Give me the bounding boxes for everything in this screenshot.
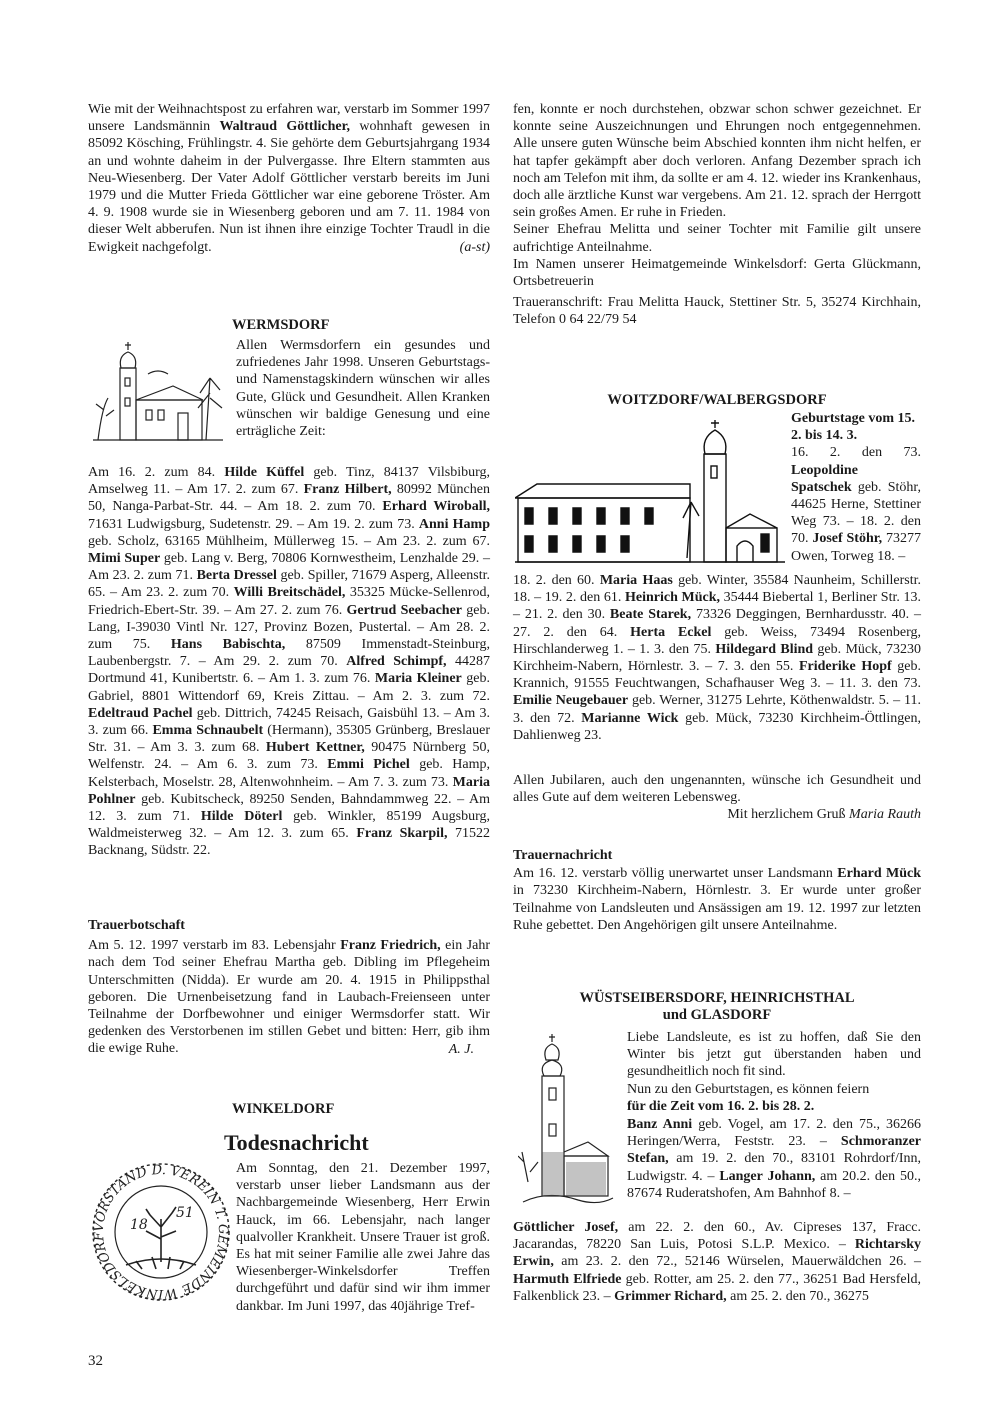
text: Am 5. 12. 1997 verstarb im 83. Lebensjahr bbox=[88, 938, 341, 954]
woitzdorf-closing bbox=[513, 772, 921, 824]
birthday-entry bbox=[614, 1289, 869, 1304]
person-name: Schmoranzer Stefan, bbox=[627, 1134, 921, 1167]
entry-text: 21. 2. den 30. bbox=[524, 607, 610, 623]
birthday-entry bbox=[525, 607, 921, 622]
person-name: Erhard Mück bbox=[837, 866, 921, 882]
trauernachricht bbox=[513, 847, 921, 934]
person-name: Emmi Pichel bbox=[327, 757, 410, 773]
entry-text: geb. Spiller, 71679 Asperg, Alleenstr. 65. – bbox=[88, 568, 490, 601]
wuestseibersdorf-birthdays-wide bbox=[513, 1219, 921, 1305]
entry-text: geb. Lang, I-39030 Vintl Nr. 127, Provinz Bozen, Pustertal. – bbox=[88, 602, 490, 635]
entry-text: geb. Mück, 73230 Kirchheim-Nabern, Hörnlestr. 3. – bbox=[513, 641, 921, 675]
entry-text: 18. 2. den 60. bbox=[513, 573, 600, 588]
entry-text: 11. 3. den 72. bbox=[513, 693, 921, 726]
text: Im Namen unserer Heimatgemeinde Winkelsdorf: Gerta Glückmann, Ortsbetreuerin bbox=[513, 256, 921, 290]
person-name: Langer Johann, bbox=[719, 1168, 816, 1184]
person-name: Emma Schnaubelt bbox=[152, 723, 264, 739]
entry-text: 19. 2. den 61. bbox=[544, 590, 625, 606]
birthday-paragraph bbox=[513, 1219, 921, 1305]
entry-text: 80992 München 50, Nanga-Parbat-Str. 44. – bbox=[88, 482, 490, 515]
person-name: Josef Stöhr, bbox=[812, 531, 883, 547]
entry-text: am 20.2. den 50., 87674 Ruderatshofen, Am Bahnhof 8. – bbox=[627, 1168, 921, 1201]
entry-text: geb. Scholz, 63165 Mühlheim, Müllerweg 15. – bbox=[88, 533, 377, 549]
text: Seiner Ehefrau Melitta und seiner Tochter mit Familie gilt unsere aufrichtige Anteilnahme. bbox=[513, 222, 921, 255]
wuestseibersdorf-intro bbox=[627, 1029, 921, 1115]
text: Traueranschrift: Frau Melitta Hauck, Stettiner Str. 5, 35274 Kirchhain, Telefon 0 64 22/79 54 bbox=[513, 295, 921, 328]
person-name: Maria Pohlner bbox=[88, 774, 490, 807]
person-name: Franz Skarpil, bbox=[356, 826, 448, 842]
text: in 73230 Kirchheim-Nabern, Hörnlestr. 3. Er wurde unter großer Teilnahme von Landsleuten und Ansässigen am 19. 12. 1997 zur letzten Ruhe gebettet. Den Angehörigen gilt unsere Anteilnahme. bbox=[513, 883, 921, 933]
section-heading-winkeldorf: WINKELDORF bbox=[232, 1101, 335, 1117]
entry-text: 1. 3. den 75. bbox=[639, 641, 716, 657]
text: wohnhaft gewesen in 85092 Kösching, Frühlingstr. 4. Sie gehörte dem Geburtsjahrgang 1934 an und wohnte daheim in der Pulvergasse. Ihre Eltern stammten aus Neu-Wiesenberg. Der Vater Adolf Göttlicher verstarb bereits im Juni 1979 und die Mutter Frieda Göttlicher war eine geborene Tröster. Am 4. 9. 1908 wurde sie in Wiesenberg geboren und am 7. 11. 1984 von dieser Welt abberufen. Nun ist ihnen ihre einzige Tochter Traudl in die Ewigkeit nachgefolgt. bbox=[88, 119, 491, 255]
winkeldorf-todesnachricht bbox=[236, 1160, 490, 1315]
entry-text: am 23. 2. den 72., 52146 Würselen, Mauerwäldchen 26. – bbox=[553, 1254, 921, 1270]
entry-text: Am 12. 3. zum 71. bbox=[88, 791, 490, 825]
entry-text: 16. 2. den 73. bbox=[791, 445, 921, 461]
entry-text: Am 18. 2. zum 70. bbox=[257, 499, 383, 515]
person-name: Waltraud Göttlicher, bbox=[219, 119, 351, 135]
person-name: Hans Babischta, bbox=[170, 637, 286, 653]
heading-line-2: und GLASDORF bbox=[662, 1007, 772, 1023]
entry-text: geb. Winkler, 85199 Augsburg, Waldmeisterweg 32. – bbox=[88, 809, 490, 842]
entry-text: 27. 2. den 64. bbox=[513, 624, 631, 640]
heading-line-1: WÜSTSEIBERSDORF, HEINRICHSTHAL bbox=[579, 990, 855, 1006]
entry-text: 35325 Mücke-Sellenrod, Friedrich-Ebert-Str. 39. – bbox=[88, 585, 490, 618]
entry-text: geb. Tinz, 84137 Vilsbiburg, Amselweg 11. – bbox=[88, 465, 490, 498]
winkeldorf-continuation bbox=[513, 101, 921, 329]
entry-text: geb. Gabriel, 8801 Wittendorf 69, Kreis Zittau. – bbox=[88, 671, 490, 704]
entry-text: geb. Vogel, am 17. 2. den 75., 36266 Heringen/Werra, Feststr. 23. – bbox=[627, 1117, 922, 1150]
signature: A. J. bbox=[448, 1041, 474, 1057]
signature-text: Mit herzlichem Gruß bbox=[727, 807, 850, 823]
person-name: Hubert Kettner, bbox=[265, 740, 365, 756]
entry-text: geb. Hamp, Kelsterbach, Moselstr. 28, Altenwohnheim. – bbox=[88, 757, 491, 790]
person-name: Leopoldine Spatschek bbox=[791, 462, 858, 495]
todesnachricht-title: Todesnachricht bbox=[224, 1130, 369, 1155]
text: ein Jahr nach dem Tod seiner Ehefrau Martha geb. Dibling im Pflegeheim Unterschmitten (Nidda). Er wurde am 20. 4. 1915 in Philippsthal geboren. Die Urnenbeisetzung fand in Laubach-Freienseen unter Teilnahme der Dorfbewohner und einiger Wermsdorfer statt. Wir gedenken des Verstorbenen im stillen Gebet und bitten: Herr, gib ihm die ewige Ruhe. bbox=[88, 938, 491, 1057]
person-name: Göttlicher Josef, bbox=[513, 1220, 619, 1235]
person-name: Grimmer Richard, bbox=[614, 1288, 727, 1304]
page-number: 32 bbox=[88, 1353, 103, 1369]
section-heading-wuestseibersdorf bbox=[513, 990, 921, 1024]
signature-name: Maria Rauth bbox=[849, 807, 921, 823]
person-name: Marianne Wick bbox=[581, 710, 679, 726]
entry-text: Am 29. 2. zum 70. bbox=[213, 654, 347, 670]
birthday-paragraph bbox=[88, 464, 490, 860]
entry-text: Am 28. 2. zum 75. bbox=[88, 619, 490, 653]
entry-text: Am 2. 3. zum 72. bbox=[372, 688, 491, 704]
intro-text: Nun zu den Geburtstagen, es können feiern bbox=[627, 1081, 870, 1097]
entry-text: Am 7. 3. zum 73. bbox=[347, 774, 453, 790]
person-name: Banz Anni bbox=[627, 1117, 693, 1132]
person-name: Friderike Hopf bbox=[798, 659, 892, 675]
entry-text: geb. Werner, 31275 Lehrte, Köthenwaldstr. 5. – bbox=[628, 693, 905, 709]
entry-text: Am 27. 2. zum 76. bbox=[234, 602, 347, 618]
person-name: Edeltraud Pachel bbox=[88, 705, 193, 721]
entry-text: 90475 Nürnberg 50, Welfenstr. 24. – bbox=[88, 740, 490, 773]
section-heading-wermsdorf: WERMSDORF bbox=[232, 317, 330, 333]
entry-text: 35444 Biebertal 1, Berliner Str. 13. – bbox=[513, 590, 922, 623]
person-name: Heinrich Mück, bbox=[624, 590, 720, 606]
entry-text: Am 1. 3. zum 76. bbox=[268, 671, 375, 687]
entry-text: geb. Mück, 73230 Kirchheim-Öttlingen, Dahlienweg 23. bbox=[513, 710, 922, 743]
person-name: Harmuth Elfriede bbox=[513, 1271, 622, 1287]
entry-text: (Hermann), 35305 Grünberg, Breslauer Str. 31. – bbox=[88, 723, 491, 756]
text: Am 16. 12. verstarb völlig unerwartet unser Landsmann bbox=[513, 866, 838, 882]
woitzdorf-birthdays-narrow bbox=[791, 410, 921, 565]
person-name: Gertrud Seebacher bbox=[346, 602, 463, 618]
section-heading-woitzdorf: WOITZDORF/WALBERGSDORF bbox=[607, 392, 827, 408]
entry-text: 87509 Immenstadt-Steinburg, Laubenbergstr. 7. – bbox=[88, 637, 491, 670]
entry-text: geb. Winter, 35584 Naunheim, Schillerstr. 18. – bbox=[513, 573, 921, 606]
person-name: Franz Hilbert, bbox=[303, 482, 392, 498]
wuestseibersdorf-tower-illustration bbox=[518, 1032, 618, 1232]
wermsdorf-birthday-list bbox=[88, 464, 490, 860]
text: Wie mit der Weihnachtspost zu erfahren war, verstarb im Sommer 1997 unsere Landsmännin bbox=[88, 102, 490, 135]
entry-text: 7. 3. den 55. bbox=[717, 659, 799, 675]
entry-text: am 25. 2. den 70., 36275 bbox=[726, 1288, 869, 1304]
waltraud-obituary bbox=[88, 101, 490, 256]
woitzdorf-birthdays-wide bbox=[513, 572, 921, 744]
entry-text: Am 3. 3. zum 66. bbox=[88, 705, 490, 739]
signature: (a-st) bbox=[459, 239, 490, 255]
entry-text: Am 23. 2. zum 70. bbox=[120, 585, 234, 601]
birthday-paragraph bbox=[627, 1116, 921, 1202]
entry-text: am 22. 2. den 60., Av. Cipreses 137, Fracc. Jacarandas, 78220 San Luis, Potosi S.L.P. Mexico. – bbox=[513, 1220, 921, 1253]
seal-year-left: 18 bbox=[130, 1217, 148, 1233]
birthday-paragraph bbox=[513, 572, 921, 744]
entry-text: Am 6. 3. zum 73. bbox=[196, 757, 328, 773]
entry-text: Am 12. 3. zum 65. bbox=[228, 826, 357, 842]
person-name: Berta Dressel bbox=[196, 568, 277, 584]
greeting-text: Allen Wermsdorfern ein gesundes und zufriedenes Jahr 1998. Unseren Geburtstags- und Namenstagskindern wünschen wir alles Gute, Glück und Gesundheit. Allen Kranken wünschen wir baldige Genesung und eine erträgliche Zeit: bbox=[236, 338, 490, 440]
birthday-paragraph bbox=[791, 444, 921, 564]
period-text: für die Zeit vom 16. 2. bis 28. 2. bbox=[627, 1098, 815, 1114]
person-name: Hilde Küffel bbox=[224, 465, 305, 480]
person-name: Beate Starek, bbox=[609, 607, 692, 623]
person-name: Hildegard Blind bbox=[715, 641, 814, 657]
person-name: Emilie Neugebauer bbox=[513, 693, 629, 709]
wuestseibersdorf-birthdays-narrow bbox=[627, 1116, 921, 1202]
intro-text: Liebe Landsleute, es ist zu hoffen, daß Sie den Winter bis jetzt gut überstanden haben und gesundheitlich noch fit sind. bbox=[627, 1030, 921, 1080]
entry-text: 71631 Ludwigsburg, Sudetenstr. 29. – bbox=[88, 516, 308, 532]
entry-text: am 19. 2. den 70., 83101 Rohrdorf/Inn, Ludwigstr. 4. – bbox=[627, 1151, 921, 1184]
entry-text: Am 17. 2. zum 67. bbox=[186, 482, 304, 498]
entry-text: 11. 3. den 73. bbox=[838, 676, 921, 692]
person-name: Maria Kleiner bbox=[374, 671, 462, 687]
seal-ring-text: VORSTAND D. VEREIN T. GEMEINDE WINKELSDORF bbox=[91, 1162, 231, 1302]
entry-text: geb. Dittrich, 74245 Reisach, Gaisbühl 13. – bbox=[192, 705, 455, 721]
person-name: Anni Hamp bbox=[418, 516, 490, 532]
woitzdorf-subheading: Geburtstage vom 15. 2. bis 14. 3. bbox=[791, 411, 916, 444]
person-name: Erhard Wiroball, bbox=[382, 499, 491, 515]
section-heading-trauerbotschaft: Trauerbotschaft bbox=[88, 918, 185, 933]
entry-text: geb. Lang v. Berg, 70806 Kornwestheim, Lenzhalde 29. – bbox=[160, 551, 490, 567]
entry-text: 73326 Deggingen, Bernhardusstr. 40. – bbox=[691, 607, 922, 623]
entry-text: geb. Kubitscheck, 89250 Senden, Bahndammweg 22. – bbox=[135, 791, 469, 807]
entry-text: 18. 2. den 70. bbox=[791, 514, 922, 547]
person-name: Mimi Super bbox=[88, 551, 161, 567]
signature bbox=[513, 806, 921, 823]
entry-text: Am 23. 2. zum 71. bbox=[88, 568, 197, 584]
person-name: Willi Breitschädel, bbox=[233, 585, 346, 601]
person-name: Hilde Döterl bbox=[200, 809, 283, 825]
person-name: Herta Eckel bbox=[630, 624, 712, 640]
woitzdorf-church-illustration bbox=[515, 418, 785, 568]
entry-text: geb. Stöhr, 44625 Herne, Stettiner Weg 73. – bbox=[791, 479, 921, 530]
seal-year-right: 51 bbox=[176, 1205, 194, 1221]
todesnachricht-text: Am Sonntag, den 21. Dezember 1997, verstarb unser lieber Landsmann aus der Nachbargemeinde Wiesenberg, Herr Erwin Hauck, im 66. Lebensjahr, nach langer qualvoller Krankheit. Unsere Trauer ist groß. Es hat mit seiner Familie alle zwei Jahre das Wiesenberger-Winkelsdorfer Treffen durchgeführt und dafür sind wir ihm immer dankbar. Im Juni 1997, das 40jährige Tref- bbox=[236, 1161, 490, 1314]
closing-text: Allen Jubilaren, auch den ungenannten, wünsche ich Gesundheit und alles Gute auf dem weiteren Lebensweg. bbox=[513, 773, 921, 806]
trauerbotschaft bbox=[88, 917, 490, 1058]
entry-text: Am 16. 2. zum 84. bbox=[88, 465, 225, 480]
person-name: Maria Haas bbox=[599, 573, 673, 588]
section-heading-trauernachricht: Trauernachricht bbox=[513, 848, 613, 863]
entry-text: 71522 Backnang, Südstr. 22. bbox=[88, 826, 490, 859]
entry-text: Am 19. 2. zum 73. bbox=[307, 516, 419, 532]
wermsdorf-greeting bbox=[236, 337, 490, 440]
entry-text: Am 23. 2. zum 67. bbox=[376, 533, 490, 549]
entry-text: geb. Krannich, 91555 Feuchtwangen, Schafhauser Weg 3. – bbox=[513, 659, 921, 692]
winkelsdorf-seal bbox=[86, 1157, 236, 1307]
person-name: Alfred Schimpf, bbox=[346, 654, 447, 670]
entry-text: 44287 Dortmund 41, Kunibertstr. 6. – bbox=[88, 654, 491, 687]
text: fen, konnte er noch durchstehen, obzwar schon schwer gezeichnet. Er konnte seine Auszeichnungen und Ehrungen noch entgegennehmen. Alle unsere guten Wünsche beim Abschied konnten ihm nicht helfen, er hat tapfer gekämpft aber doch verloren. Anfang Dezember sprach ich noch am Telefon mit ihm, da sollte er am 4. 12. wieder ins Krankenhaus, doch alle ärztliche Kunst war vergebens. Am 21. 12. sprach der Herrgott sein großes Amen. Er ruhe in Frieden. bbox=[513, 102, 921, 221]
wermsdorf-church-illustration bbox=[88, 338, 228, 456]
entry-text: geb. Rotter, am 25. 2. den 77., 36251 Bad Hersfeld, Falkenblick 23. – bbox=[513, 1271, 921, 1304]
entry-text: Am 3. 3. zum 68. bbox=[150, 740, 266, 756]
entry-text: 73277 Owen, Torweg 18. – bbox=[791, 531, 922, 564]
person-name: Richtarsky Erwin, bbox=[513, 1237, 921, 1270]
entry-text: geb. Weiss, 73494 Rosenberg, Hirschlanderweg 1. – bbox=[513, 624, 921, 657]
person-name: Franz Friedrich, bbox=[340, 938, 441, 954]
